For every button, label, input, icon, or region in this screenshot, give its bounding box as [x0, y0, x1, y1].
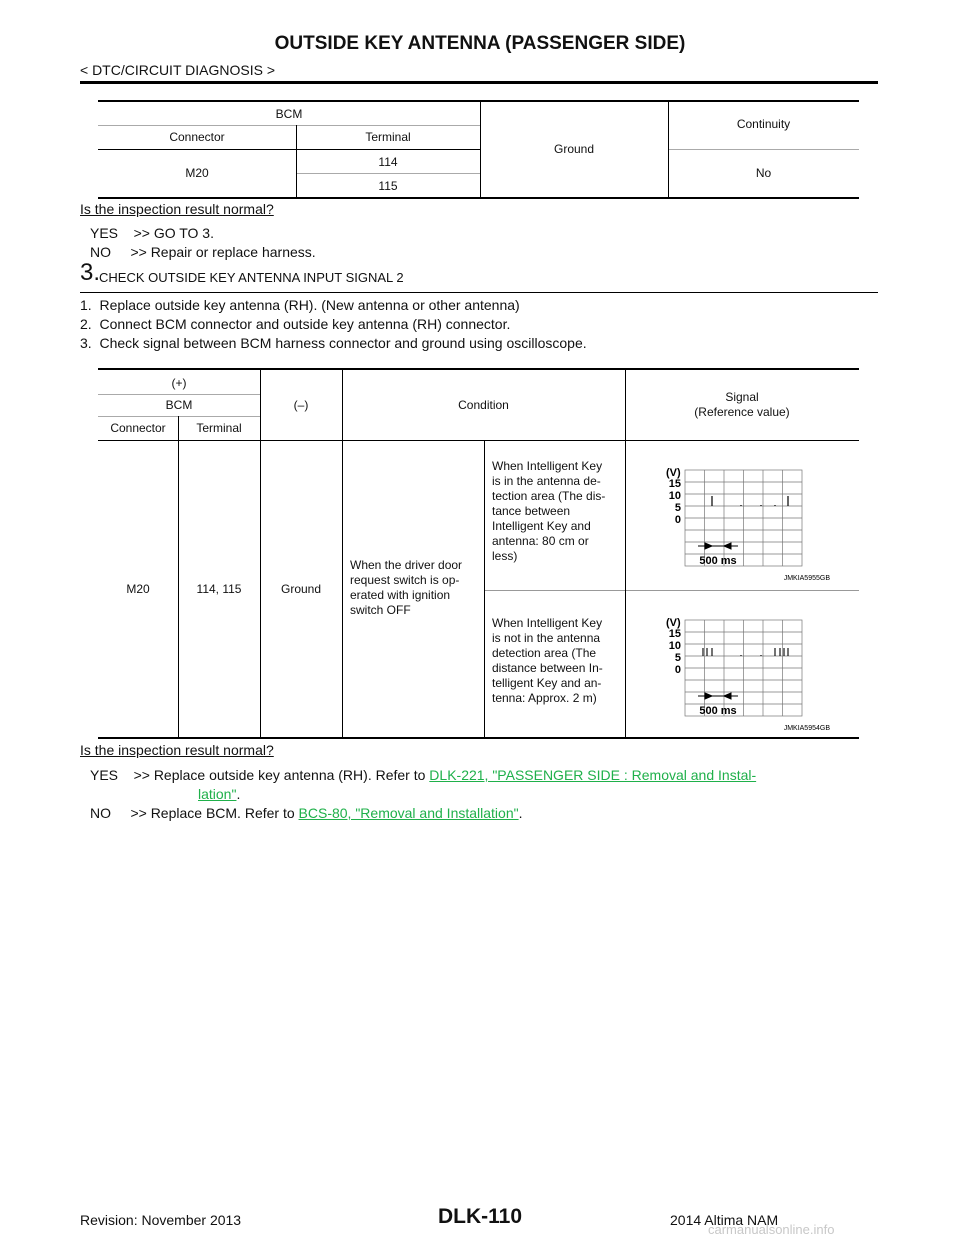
step-instruction: 3. Check signal between BCM harness connector and ground using oscilloscope.	[80, 335, 587, 351]
condition-line: detection area (The	[492, 646, 597, 660]
scope-waveform	[712, 496, 788, 506]
answer-no	[90, 805, 522, 821]
table-cell-condition-in-area	[492, 459, 605, 564]
answer-text: .	[518, 805, 523, 821]
step-rule	[80, 292, 878, 293]
oscilloscope-waveform-in-area	[632, 456, 852, 588]
scope-grid	[685, 620, 802, 716]
scope-y-label: 10	[668, 640, 681, 652]
table-header-terminal: Terminal	[365, 130, 411, 144]
table-cell-terminal: 114, 115	[196, 582, 242, 596]
table-cell-continuity: No	[755, 166, 772, 180]
condition-line: Intelligent Key and	[492, 519, 591, 533]
scope-y-label: 15	[668, 478, 681, 490]
table-rule	[98, 394, 260, 395]
answer-text: .	[236, 786, 241, 802]
link-dlk-221[interactable]: DLK-221, "PASSENGER SIDE : Removal and Instal-	[429, 767, 757, 783]
table-rule	[98, 100, 859, 102]
scope-waveform	[703, 648, 788, 656]
scope-grid	[685, 470, 802, 566]
table-rule	[296, 173, 480, 174]
table-header-bcm: BCM	[275, 107, 303, 121]
scope-time-marker	[698, 693, 738, 699]
table-header-signal-sub: (Reference value)	[694, 405, 790, 419]
table-rule	[484, 590, 859, 591]
table-cell-ground: Ground	[280, 582, 322, 596]
condition-line: distance between In-	[492, 661, 603, 675]
step-instruction: 1. Replace outside key antenna (RH). (New antenna or other antenna)	[80, 297, 520, 313]
condition-line: When Intelligent Key	[492, 616, 603, 630]
table-rule	[342, 369, 343, 737]
page-title: OUTSIDE KEY ANTENNA (PASSENGER SIDE)	[274, 33, 686, 54]
table-rule	[98, 416, 260, 417]
answer-yes: YES >> GO TO 3.	[90, 225, 214, 241]
step-title: CHECK OUTSIDE KEY ANTENNA INPUT SIGNAL 2	[99, 270, 404, 285]
table-rule	[98, 440, 859, 441]
table-rule	[484, 440, 485, 737]
breadcrumb: < DTC/CIRCUIT DIAGNOSIS >	[80, 62, 275, 78]
condition-line: is in the antenna de-	[492, 474, 601, 488]
scope-y-label: 10	[668, 490, 681, 502]
link-bcs-80[interactable]: BCS-80, "Removal and Installation"	[298, 805, 519, 821]
scope-y-label: 5	[674, 652, 681, 664]
answer-text: YES >> Replace outside key antenna (RH). Refer to	[90, 767, 430, 783]
condition-line: is not in the antenna	[492, 631, 601, 645]
table-header-connector: Connector	[110, 421, 166, 435]
condition-line: When the driver door	[350, 558, 463, 572]
table-cell-condition	[350, 558, 462, 618]
answer-text: NO >> Replace BCM. Refer to	[90, 805, 299, 821]
table-rule	[178, 416, 179, 737]
table-cell-connector: M20	[185, 166, 209, 180]
condition-line: tenna: Approx. 2 m)	[492, 691, 597, 705]
table-rule	[98, 197, 859, 199]
table-rule	[480, 101, 481, 197]
condition-line: less)	[492, 549, 518, 563]
figure-id: JMKIA5955GB	[783, 575, 830, 582]
scope-unit-label: (V)	[666, 617, 681, 629]
scope-y-label: 0	[674, 514, 681, 526]
table-rule	[98, 368, 859, 370]
scope-y-label: 15	[668, 628, 681, 640]
scope-y-label: 5	[674, 502, 681, 514]
condition-line: request switch is op-	[350, 573, 460, 587]
table-header-minus: (–)	[293, 398, 309, 412]
condition-line: telligent Key and an-	[492, 676, 602, 690]
condition-line: When Intelligent Key	[492, 459, 603, 473]
table-header-continuity: Continuity	[736, 117, 791, 131]
table-rule	[668, 149, 859, 150]
scope-unit-label: (V)	[666, 467, 681, 479]
inspection-question: Is the inspection result normal?	[80, 201, 274, 217]
scope-time-label: 500 ms	[699, 555, 737, 567]
table-rule	[625, 369, 626, 737]
link-dlk-221[interactable]: lation"	[198, 786, 237, 802]
figure-id: JMKIA5954GB	[783, 725, 830, 732]
scope-time-label: 500 ms	[699, 705, 737, 717]
condition-line: tection area (The dis-	[492, 489, 606, 503]
table-cell-terminal: 115	[378, 179, 398, 193]
table-cell-condition-out-area	[492, 616, 603, 706]
table-header-bcm: BCM	[165, 398, 193, 412]
table-rule	[98, 125, 480, 126]
scope-y-label: 0	[674, 664, 681, 676]
answer-yes	[90, 767, 756, 783]
scope-time-marker	[698, 543, 738, 549]
table-header-ground: Ground	[553, 142, 595, 156]
table-header-condition: Condition	[458, 398, 509, 412]
condition-line: switch OFF	[350, 603, 411, 617]
oscilloscope-waveform-out-area	[632, 606, 852, 738]
step-number: 3.	[80, 259, 101, 286]
table-rule	[98, 149, 480, 150]
inspection-question: Is the inspection result normal?	[80, 742, 274, 758]
table-rule	[260, 369, 261, 737]
table-header-terminal: Terminal	[196, 421, 242, 435]
watermark: carmanualsonline.info	[708, 1222, 835, 1237]
answer-yes-cont	[198, 786, 240, 802]
footer-model: 2014 Altima NAM	[670, 1212, 779, 1228]
step-instruction: 2. Connect BCM connector and outside key antenna (RH) connector.	[80, 316, 511, 332]
answer-no: NO >> Repair or replace harness.	[90, 244, 316, 260]
header-rule	[80, 81, 878, 84]
table-rule	[98, 737, 859, 739]
table-cell-terminal: 114	[378, 155, 398, 169]
table-header-signal: Signal	[725, 390, 759, 404]
footer-page-number: DLK-110	[437, 1205, 523, 1228]
table-rule	[668, 101, 669, 197]
table-header-connector: Connector	[169, 130, 225, 144]
condition-line: antenna: 80 cm or	[492, 534, 589, 548]
table-header-plus: (+)	[171, 376, 187, 390]
condition-line: tance between	[492, 504, 571, 518]
footer-revision: Revision: November 2013	[80, 1212, 242, 1228]
condition-line: erated with ignition	[350, 588, 451, 602]
table-rule	[296, 125, 297, 197]
table-cell-connector: M20	[126, 582, 150, 596]
